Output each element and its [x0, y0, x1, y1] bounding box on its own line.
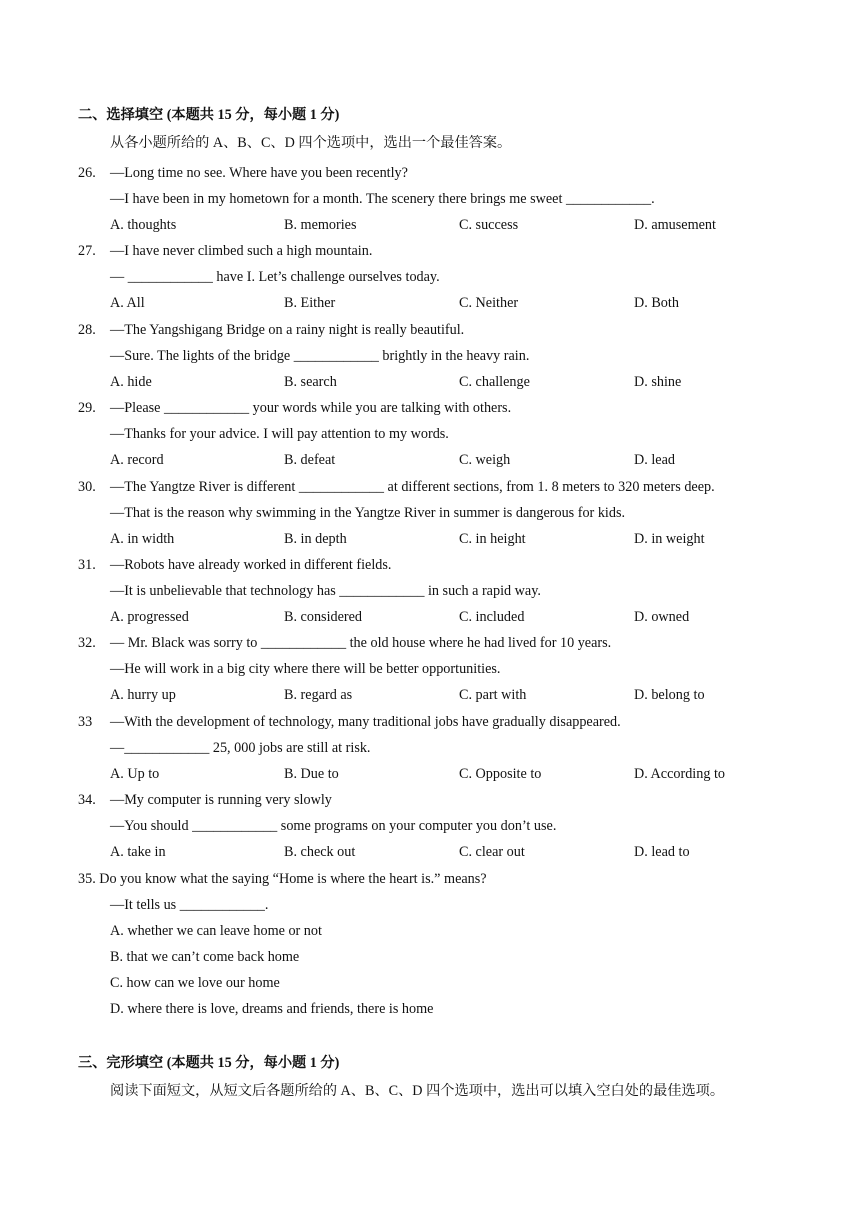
question-35-line2: —It tells us ____________.	[110, 897, 269, 913]
question-option-b: B. considered	[284, 609, 363, 625]
question-35-option-a: A. whether we can leave home or not	[110, 923, 322, 939]
question-line1: —The Yangshigang Bridge on a rainy night is really beautiful.	[110, 322, 465, 338]
question-option-d: D. According to	[634, 766, 726, 782]
question-option-b: B. Due to	[284, 766, 339, 782]
question-line2: —He will work in a big city where there will be better opportunities.	[110, 661, 501, 677]
question-option-b: B. in depth	[284, 531, 347, 547]
question-option-c: C. clear out	[459, 844, 525, 860]
question-line2: — ____________ have I. Let’s challenge ourselves today.	[110, 269, 440, 285]
section3-instruction: 阅读下面短文，从短文后各题所给的 A、B、C、D 四个选项中，选出可以填入空白处的最佳选项。	[110, 1083, 725, 1099]
question-number: 30.	[78, 479, 96, 495]
question-option-d: D. in weight	[634, 531, 705, 547]
section3-heading	[78, 1054, 339, 1072]
question-option-b: B. check out	[284, 844, 356, 860]
question-35-option-c: C. how can we love our home	[110, 975, 280, 991]
question-number: 33	[78, 714, 93, 730]
question-line1: —My computer is running very slowly	[110, 792, 332, 808]
question-option-d: D. lead to	[634, 844, 690, 860]
question-option-a: A. hide	[110, 374, 152, 390]
question-option-c: C. Opposite to	[459, 766, 542, 782]
question-line2: —I have been in my hometown for a month. The scenery there brings me sweet ____________.	[110, 191, 655, 207]
question-line2: —That is the reason why swimming in the Yangtze River in summer is dangerous for kids.	[110, 505, 626, 521]
section2-heading-label: 二、选择填空	[78, 107, 164, 123]
question-option-d: D. belong to	[634, 687, 705, 703]
question-option-c: C. success	[459, 217, 519, 233]
question-option-d: D. amusement	[634, 217, 716, 233]
question-option-c: C. Neither	[459, 295, 519, 311]
question-line1: —With the development of technology, many traditional jobs have gradually disappeared.	[110, 714, 621, 730]
question-option-a: A. hurry up	[110, 687, 176, 703]
question-option-d: D. owned	[634, 609, 690, 625]
question-35-option-d: D. where there is love, dreams and friends, there is home	[110, 1001, 434, 1017]
question-number: 31.	[78, 557, 96, 573]
question-option-d: D. lead	[634, 452, 675, 468]
question-line2: —It is unbelievable that technology has ____________ in such a rapid way.	[110, 583, 541, 599]
question-option-a: A. in width	[110, 531, 175, 547]
question-line1: —Long time no see. Where have you been recently?	[110, 165, 408, 181]
section3-heading-note: (本题共 15 分，每小题 1 分)	[166, 1055, 340, 1071]
question-line1: —Please ____________ your words while you are talking with others.	[110, 400, 512, 416]
question-number: 27.	[78, 243, 96, 259]
question-option-c: C. challenge	[459, 374, 530, 390]
question-option-b: B. memories	[284, 217, 357, 233]
question-number: 26.	[78, 165, 96, 181]
question-option-a: A. record	[110, 452, 164, 468]
question-option-b: B. defeat	[284, 452, 336, 468]
question-line2: —Sure. The lights of the bridge ____________ brightly in the heavy rain.	[110, 348, 530, 364]
question-option-c: C. included	[459, 609, 525, 625]
question-number: 29.	[78, 400, 96, 416]
question-line2: —You should ____________ some programs on your computer you don’t use.	[110, 818, 557, 834]
question-line2: —____________ 25, 000 jobs are still at risk.	[110, 740, 371, 756]
section3-heading-label: 三、完形填空	[78, 1055, 164, 1071]
question-line1: — Mr. Black was sorry to ____________ the old house where he had lived for 10 years.	[110, 635, 612, 651]
question-line1: —I have never climbed such a high mountain.	[110, 243, 373, 259]
question-option-d: D. Both	[634, 295, 679, 311]
question-option-d: D. shine	[634, 374, 682, 390]
question-option-c: C. in height	[459, 531, 526, 547]
question-35-option-b: B. that we can’t come back home	[110, 949, 300, 965]
question-option-b: B. Either	[284, 295, 336, 311]
question-option-b: B. regard as	[284, 687, 353, 703]
question-35-line1: 35. Do you know what the saying “Home is where the heart is.” means?	[78, 871, 487, 887]
question-option-a: A. Up to	[110, 766, 160, 782]
question-option-c: C. part with	[459, 687, 527, 703]
section2-instruction: 从各小题所给的 A、B、C、D 四个选项中，选出一个最佳答案。	[110, 135, 512, 151]
section2-heading	[78, 106, 339, 124]
question-option-b: B. search	[284, 374, 337, 390]
question-option-c: C. weigh	[459, 452, 511, 468]
question-line1: —The Yangtze River is different ____________ at different sections, from 1. 8 meters to 320 meters deep.	[110, 479, 715, 495]
question-line1: —Robots have already worked in different fields.	[110, 557, 392, 573]
section2-heading-note: (本题共 15 分，每小题 1 分)	[166, 107, 340, 123]
question-number: 28.	[78, 322, 96, 338]
question-number: 32.	[78, 635, 96, 651]
question-option-a: A. take in	[110, 844, 166, 860]
question-option-a: A. progressed	[110, 609, 189, 625]
question-line2: —Thanks for your advice. I will pay attention to my words.	[110, 426, 449, 442]
question-number: 34.	[78, 792, 96, 808]
question-option-a: A. All	[110, 295, 145, 311]
question-option-a: A. thoughts	[110, 217, 177, 233]
